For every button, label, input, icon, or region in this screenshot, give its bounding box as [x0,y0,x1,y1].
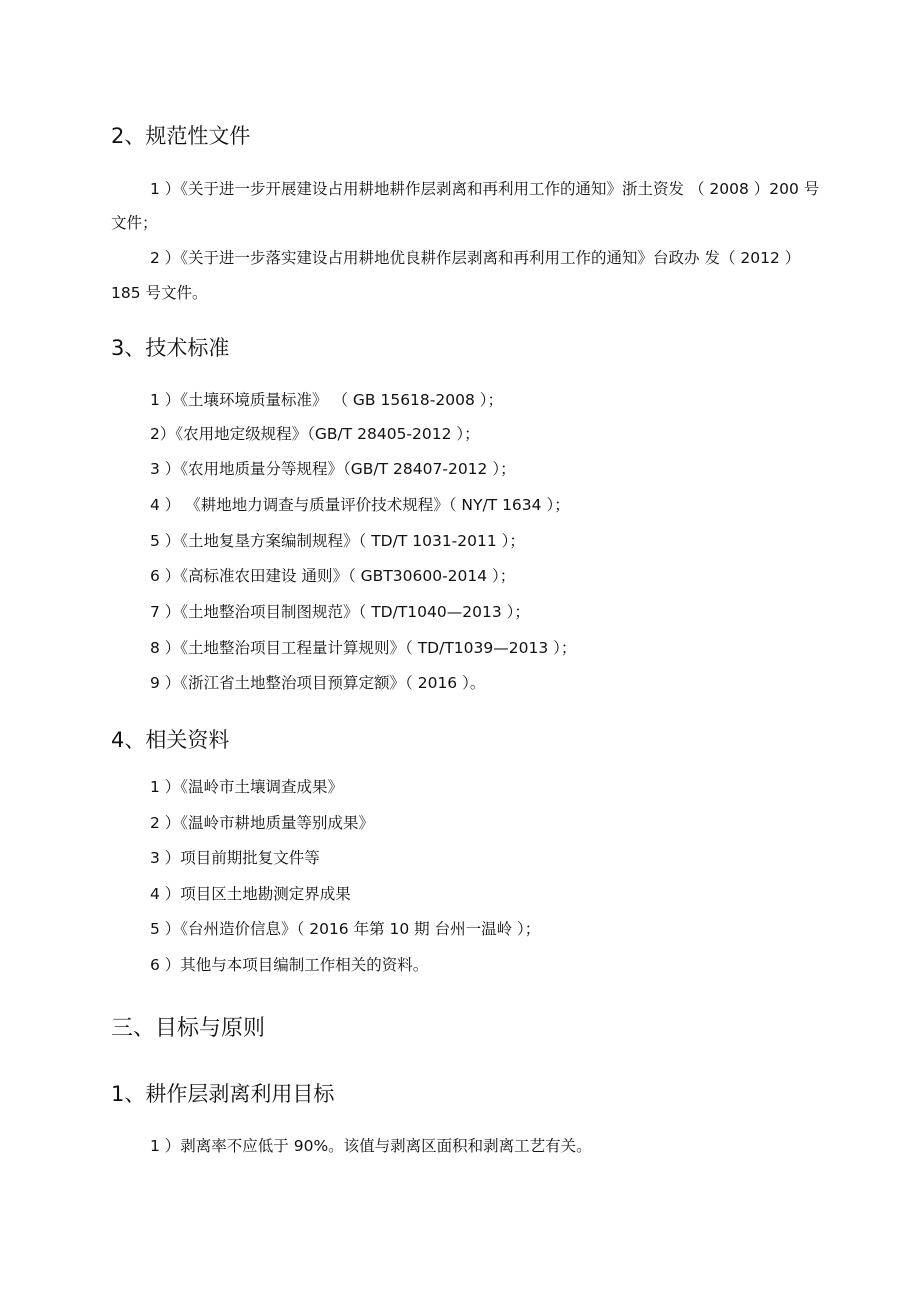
norm-item-2-line-2: 185 号文件。 [111,284,208,302]
standard-item-8: 8 ）《土地整治项目工程量计算规则》（ TD/T1039—2013 ）； [150,639,577,657]
reference-item-2: 2 ）《温岭市耕地质量等别成果》 [150,814,375,832]
standard-item-6: 6 ）《高标准农田建设 通则》（ GBT30600-2014 ）； [150,567,516,585]
part-heading-goals-principles: 三、目标与原则 [111,1016,266,1041]
section-heading-stripping-goals: 1、耕作层剥离利用目标 [111,1082,335,1106]
standard-item-7: 7 ）《土地整治项目制图规范》（ TD/T1040—2013 ）； [150,603,530,621]
norm-item-2-line-1: 2 ）《关于进一步落实建设占用耕地优良耕作层剥离和再利用工作的通知》台政办 发（ 2012 ） [150,249,801,267]
norm-item-1-line-2: 文件； [111,214,158,232]
standard-item-3: 3 ）《农用地质量分等规程》（GB/T 28407-2012 ）； [150,460,516,478]
reference-item-3: 3 ）项目前期批复文件等 [150,849,320,867]
reference-item-5: 5 ）《台州造价信息》（ 2016 年第 10 期 台州一温岭 ）； [150,920,541,938]
goal-item-1: 1 ）剥离率不应低于 90%。该值与剥离区面积和剥离工艺有关。 [150,1137,592,1155]
standard-item-4: 4 ） 《耕地地力调查与质量评价技术规程》（ NY/T 1634 ）； [150,496,570,514]
standard-item-1: 1 ）《土壤环境质量标准》 （ GB 15618-2008 ）； [150,391,503,409]
standard-item-9: 9 ）《浙江省土地整治项目预算定额》（ 2016 ）。 [150,674,486,692]
section-heading-norms: 2、规范性文件 [111,124,251,148]
standard-item-2: 2）《农用地定级规程》（GB/T 28405-2012 ）； [150,425,480,443]
section-heading-standards: 3、技术标准 [111,336,230,360]
reference-item-4: 4 ）项目区土地勘测定界成果 [150,885,351,903]
norm-item-1-line-1: 1 ）《关于进一步开展建设占用耕地耕作层剥离和再利用工作的通知》浙土资发 （ 2008 ）200 号 [150,180,820,198]
section-heading-references: 4、相关资料 [111,728,230,752]
standard-item-5: 5 ）《土地复垦方案编制规程》（ TD/T 1031-2011 ）； [150,532,525,550]
reference-item-6: 6 ）其他与本项目编制工作相关的资料。 [150,956,429,974]
reference-item-1: 1 ）《温岭市土壤调查成果》 [150,778,344,796]
